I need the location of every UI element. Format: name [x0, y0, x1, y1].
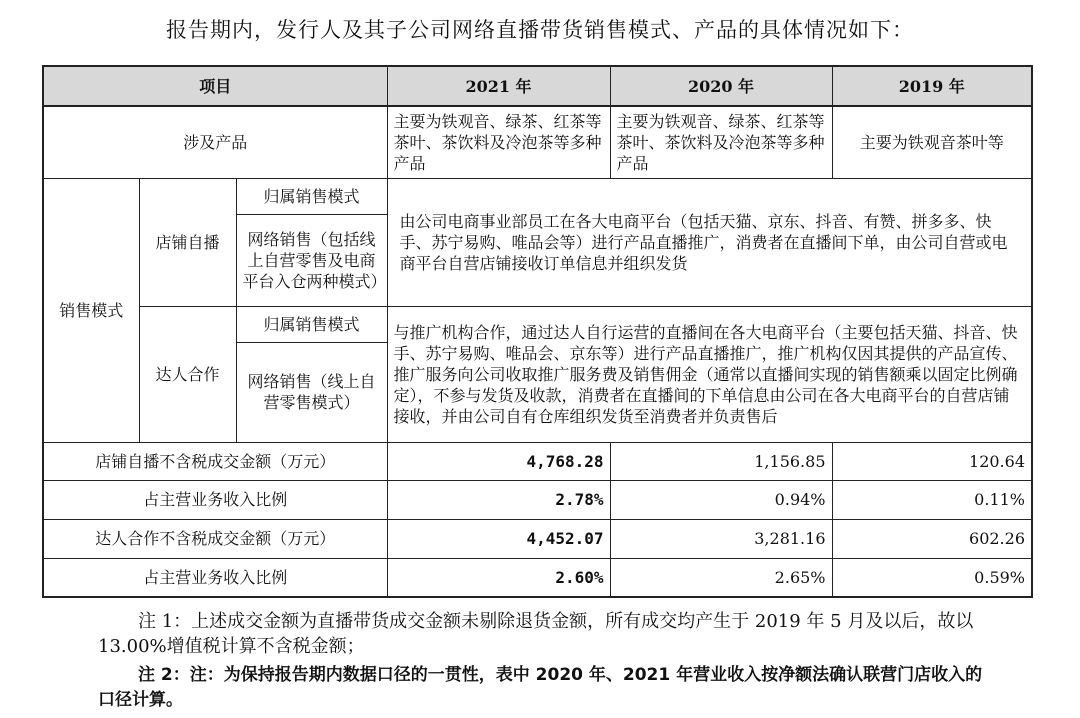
value-2021: 2.78% — [387, 480, 610, 519]
value-2020: 2.65% — [610, 558, 832, 597]
row-label: 达人合作不含税成交金额（万元） — [43, 519, 387, 558]
value-2019: 120.64 — [832, 442, 1032, 480]
value-2021: 2.60% — [387, 558, 610, 597]
store-description: 由公司电商事业部员工在各大电商平台（包括天猫、京东、抖音、有赞、拼多多、快手、苏宁易购、唯品会等）进行产品直播推广，消费者在直播间下单，由公司自营或电商平台自营店铺接收订单信息并组织发货 — [387, 178, 1032, 306]
table-row-influencer-mode — [43, 306, 1032, 342]
header-2021: 2021 年 — [387, 66, 610, 106]
products-2020: 主要为铁观音、绿茶、红茶等茶叶、茶饮料及冷泡茶等多种产品 — [610, 106, 832, 178]
value-2020: 1,156.85 — [610, 442, 832, 480]
value-2019: 602.26 — [832, 519, 1032, 558]
value-2021: 4,768.28 — [387, 442, 610, 480]
live-sales-table — [42, 65, 1033, 598]
row-label: 占主营业务收入比例 — [43, 558, 387, 597]
value-2019: 0.59% — [832, 558, 1032, 597]
row-label: 店铺自播不含税成交金额（万元） — [43, 442, 387, 480]
table-row-store-mode — [43, 178, 1032, 214]
sales-mode-label: 销售模式 — [43, 178, 139, 442]
products-2019: 主要为铁观音茶叶等 — [832, 106, 1032, 178]
value-2020: 3,281.16 — [610, 519, 832, 558]
value-2021: 4,452.07 — [387, 519, 610, 558]
header-2019: 2019 年 — [832, 66, 1032, 106]
table-row — [43, 558, 1032, 597]
notes-section — [98, 609, 998, 713]
value-2019: 0.11% — [832, 480, 1032, 519]
influencer-mode-label: 归属销售模式 — [236, 306, 387, 342]
table-row-products — [43, 106, 1032, 178]
store-label: 店铺自播 — [139, 178, 236, 306]
header-2020: 2020 年 — [610, 66, 832, 106]
header-item: 项目 — [43, 66, 387, 106]
value-2020: 0.94% — [610, 480, 832, 519]
products-label: 涉及产品 — [43, 106, 387, 178]
table-header-row — [43, 66, 1032, 106]
table-row — [43, 519, 1032, 558]
table-row — [43, 480, 1032, 519]
influencer-description: 与推广机构合作，通过达人自行运营的直播间在各大电商平台（主要包括天猫、抖音、快手、苏宁易购、唯品会、京东等）进行产品直播推广，推广机构仅因其提供的产品宣传、推广服务向公司收取推广服务费及销售佣金（通常以直播间实现的销售额乘以固定比例确定），不参与发货及收款，消费者在直播间的下单信息由公司在各大电商平台的自营店铺接收，并由公司自有仓库组织发货至消费者并负责售后 — [387, 306, 1032, 442]
note-2: 注 2：注：为保持报告期内数据口径的一贯性，表中 2020 年、2021 年营业收入按净额法确认联营门店收入的口径计算。 — [98, 665, 983, 710]
row-label: 占主营业务收入比例 — [43, 480, 387, 519]
influencer-mode-value: 网络销售（线上自营零售模式） — [236, 342, 387, 442]
note-1: 注 1：上述成交金额为直播带货成交金额未剔除退货金额，所有成交均产生于 2019 年 5 月及以后，故以 13.00%增值税计算不含税金额； — [98, 611, 974, 657]
store-mode-label: 归属销售模式 — [236, 178, 387, 214]
influencer-label: 达人合作 — [139, 306, 236, 442]
table-row — [43, 442, 1032, 480]
store-mode-value: 网络销售（包括线上自营零售及电商平台入仓两种模式） — [236, 214, 387, 306]
products-2021: 主要为铁观音、绿茶、红茶等茶叶、茶饮料及冷泡茶等多种产品 — [387, 106, 610, 178]
intro-text: 报告期内，发行人及其子公司网络直播带货销售模式、产品的具体情况如下： — [166, 18, 914, 42]
